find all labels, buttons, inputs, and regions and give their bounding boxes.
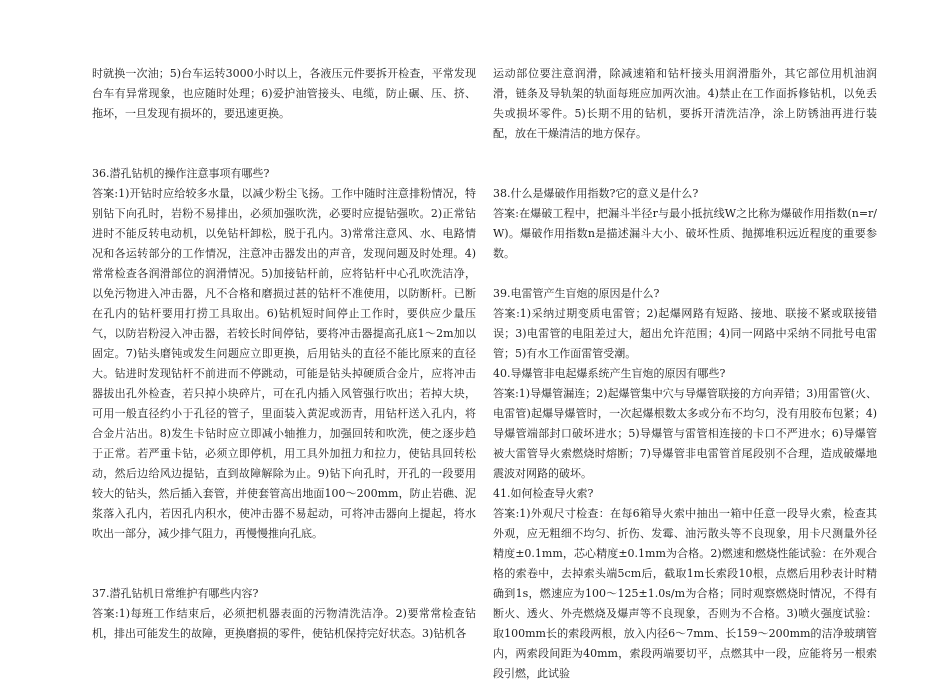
spacer — [493, 264, 877, 284]
question-38: 38.什么是爆破作用指数?它的意义是什么? — [493, 187, 699, 200]
left-column — [92, 64, 476, 644]
answer-40: 答案:1)导爆管漏连；2)起爆管集中穴与导爆管联接的方向弄错；3)用雷管(火、电雷管)起爆导爆管时，一次起爆根数太多或分布不均匀，没有用胶布包紧；4)导爆管端部封口破坏进水；5)导爆管与雷管相连接的卡口不严进水；6)导爆管被大雷管导火索燃烧时熔断；7)导爆管非电雷管首尾段别不合理，造成破爆地震波对网路的破坏。 — [493, 387, 877, 480]
question-39: 39.电雷管产生盲炮的原因是什么? — [493, 287, 660, 300]
question-40: 40.导爆管非电起爆系统产生盲炮的原因有哪些? — [493, 367, 726, 380]
paragraph-continuation: 时就换一次油；5)台车运转3000小时以上，各液压元件要拆开检查，平常发现台车有异常现象，也应随时处理；6)爱护油管接头、电缆，防止碾、压、挤、拖坏，一旦发现有损坏的，要迅速更换。 — [92, 67, 476, 120]
spacer — [493, 144, 877, 184]
spacer — [92, 124, 476, 164]
answer-41: 答案:1)外观尺寸检查：在每6箱导火索中抽出一箱中任意一段导火索，检查其外观，应无粗细不均匀、折伤、发霉、油污散头等不良现象，用卡尺测量外径精度±0.1mm，芯心精度±0.1mm为合格。2)燃速和燃烧性能试验：在外观合格的索卷中，去掉索头端5cm后，截取1m长索段10根，点燃后用秒表计时精确到1s，燃速应为100～125±1.0s/m为合格；同时观察燃烧时情况，不得有断火、透火、外壳燃烧及爆声等不良现象，否则为不合格。3)喷火强度试验：取100mm长的索段两根，放入内径6～7mm、长159～200mm的洁净玻璃管内，两索段间距为40mm，索段两端要切平，点燃其中一段，应能将另一根索段引燃，此试验 — [493, 507, 877, 680]
answer-38: 答案:在爆破工程中，把漏斗半径r与最小抵抗线W之比称为爆破作用指数(n=r/W)。爆破作用指数n是描述漏斗大小、破坏性质、抛掷堆积远近程度的重要参数。 — [493, 207, 877, 260]
answer-36: 答案:1)开钻时应给较多水量，以减少粉尘飞扬。工作中随时注意排粉情况，特别钻下向孔时，岩粉不易排出，必须加强吹洗，必要时应提钻强吹。2)正常钻进时不能反转电动机，以免钻杆卸松，脱于孔内。3)常常注意风、水、电路情况和各运转部分的工作情况，注意冲击器发出的声音，发现问题及时处理。4)常常检查各润滑部位的润滑情况。5)加接钻杆前，应将钻杆中心孔吹洗洁净，以免污物进入冲击器，凡不合格和磨损过甚的钻杆不准使用，以防断杆。已断在孔内的钻杆要用打捞工具取出。6)钻机短时间停止工作时，要供应少量压气，以防岩粉浸入冲击器，若较长时间停钻，要将冲击器提高孔底1～2m加以固定。7)钻头磨钝或发生问题应立即更换，后用钻头的直径不能比原来的直径大。钻进时发现钻杆不前进而不停跳动，可能是钻头掉硬质合金片，应将冲击器拔出孔外检查，若只掉小块碎片，可在孔内插入风管强行吹出；若掉大块，可用一般直径约小于孔径的管子，里面装入黄泥或沥青，用钻杆送入孔内，将合金片沾出。8)发生卡钻时应立即减小轴推力，加强回转和吹洗，使之逐步趋于正常。若严重卡钻，必须立即停机，用工具外加扭力和拉力，使钻具回转松动，然后边给风边提钻，直到故障解除为止。9)钻下向孔时，开孔的一段要用较大的钻头，然后插入套管，并使套管高出地面100～200mm，防止岩礁、泥浆落入孔内，若因孔内积水，使冲击器不易起动，可将冲击器向上提起，将水吹出一部分，减少排气阻力，再慢慢推向孔底。 — [92, 187, 476, 540]
spacer — [92, 544, 476, 584]
answer-37: 答案:1)每班工作结束后，必须把机器表面的污物清洗洁净。2)要常常检查钻机，排出可能发生的故障，更换磨损的零件，使钻机保持完好状态。3)钻机各 — [92, 607, 476, 640]
right-column — [493, 64, 877, 684]
question-37: 37.潜孔钻机日常维护有哪些内容? — [92, 587, 259, 600]
question-36: 36.潜孔钻机的操作注意事项有哪些? — [92, 167, 270, 180]
answer-39: 答案:1)采纳过期变质电雷管；2)起爆网路有短路、接地、联接不紧或联接错误；3)电雷管的电阻差过大，超出允许范围；4)同一网路中采纳不同批号电雷管；5)有水工作面雷管受潮。 — [493, 307, 877, 360]
paragraph-continuation: 运动部位要注意润滑，除减速箱和钻杆接头用润滑脂外，其它部位用机油润滑，链条及导轨架的轨面每班应加两次油。4)禁止在工作面拆修钻机，以免丢失或损坏零件。5)长期不用的钻机，要拆开清洗洁净，涂上防锈油再进行装配，放在干燥清洁的地方保存。 — [493, 67, 877, 140]
question-41: 41.如何检查导火索? — [493, 487, 594, 500]
